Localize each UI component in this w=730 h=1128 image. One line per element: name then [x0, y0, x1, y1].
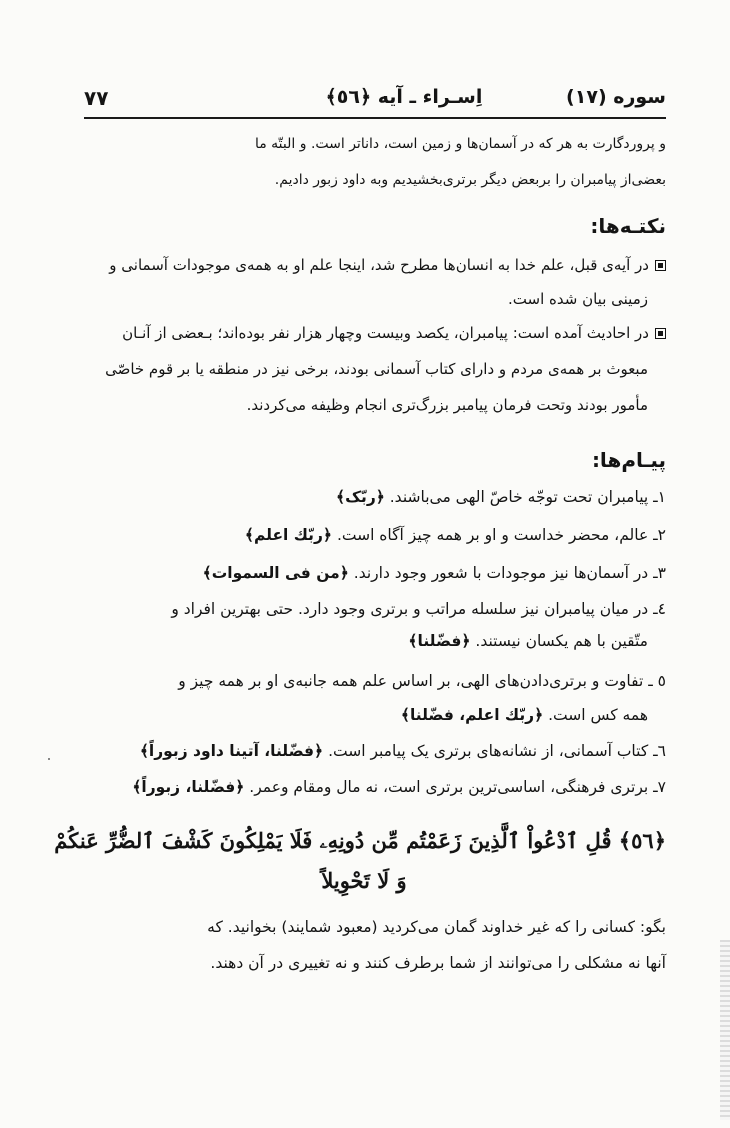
note-item [66, 324, 666, 342]
message-reference: ﴿من فى السموات﴾ [202, 564, 349, 582]
message-text: ٢ـ عالم، محضر خداست و او بر همه چیز آگاه است. [332, 526, 666, 544]
note-text: در آیه‌ی قبل، علم خدا به انسان‌ها مطرح شد، اینجا علم او به همه‌ی موجودات آسمانی و [109, 256, 649, 274]
message-text: ٤ـ در میان پیامبران نیز سلسله مراتب و برتری وجود دارد. حتی بهترین افراد و [171, 600, 666, 618]
message-item [66, 488, 666, 506]
message-text: ٥ ـ تفاوت و برتری‌دادن‌های الهی، بر اساس علم همه جانبه‌ی او بر همه چیز و [178, 672, 666, 690]
message-reference: ﴿فضّلنا، زبوراً﴾ [132, 778, 245, 796]
square-bullet-icon [655, 328, 666, 339]
speck [48, 758, 50, 760]
notes-heading: نکتـه‌ها: [590, 214, 666, 238]
message-reference: ﴿فضّلنا﴾ [408, 632, 471, 650]
message-item [66, 742, 666, 760]
message-reference: ﴿فضّلنا، آتینا داود زبوراً﴾ [139, 742, 324, 760]
verse-arabic-line: ﴿٥٦﴾ قُلِ ٱدْعُواْ ٱلَّذِينَ زَعَمْتُم مِّن دُونِهِۦ فَلَا يَمْلِكُونَ كَشْفَ ٱلضُّرِّ عَنكُمْ [54, 828, 666, 853]
translation-line: بگو: کسانی را که غیر خداوند گمان می‌کردید (معبود شمایند) بخوانید. که [207, 918, 666, 936]
message-reference: ﴿ربّک﴾ [336, 488, 385, 506]
message-text: ٦ـ کتاب آسمانی، از نشانه‌های برتری یک پیامبر است. [323, 742, 666, 760]
message-item [48, 706, 648, 724]
page-header [84, 82, 666, 116]
message-text: همه کس است. [543, 706, 648, 724]
page-number: ٧٧ [84, 86, 109, 110]
page-edge-shadow [720, 940, 730, 1120]
messages-heading: پیـام‌ها: [591, 448, 666, 472]
message-item [66, 564, 666, 582]
note-text: در احادیث آمده است: پیامبران، یکصد وبیست وچهار هزار نفر بوده‌اند؛ بـعضی از آنـان [122, 324, 649, 342]
message-text: ١ـ پیامبران تحت توجّه خاصّ الهی می‌باشند. [384, 488, 666, 506]
note-text: مبعوث بر همه‌ی مردم و دارای کتاب آسمانی بودند، برخی نیز در منطقه یا بر قوم خاصّی [105, 360, 648, 378]
intro-line: و پروردگارت به هر که در آسمان‌ها و زمین است، داناتر است. و البتّه ما [254, 136, 666, 152]
intro-line: بعضی‌از پیامبران را بر‌بعض دیگر برتری‌بخشیدیم و‌به داود زبور دادیم. [274, 172, 666, 188]
surah-label: سوره (١٧) [566, 86, 666, 108]
message-text: ٧ـ برتری فرهنگی، اساسی‌ترین برتری است، نه مال ومقام وعمر. [244, 778, 666, 796]
translation-line: آنها نه مشکلی را می‌توانند از شما برطرف کنند و نه تغییری در آن دهند. [210, 954, 666, 972]
message-reference: ﴿ربّك اعلم، فضّلنا﴾ [400, 706, 544, 724]
verse-reference: اِسـراء ـ آیه ﴿٥٦﴾ [325, 86, 483, 108]
message-text: ٣ـ در آسمان‌ها نیز موجودات با شعور وجود دارند. [348, 564, 666, 582]
message-item [66, 778, 666, 796]
message-reference: ﴿ربّك اعلم﴾ [244, 526, 333, 544]
message-item [66, 672, 666, 690]
header-rule [84, 117, 666, 119]
note-text: زمینی بیان شده است. [508, 290, 648, 308]
verse-arabic-line: وَ لَا تَحْوِيلاً [321, 868, 407, 893]
square-bullet-icon [655, 260, 666, 271]
note-item [66, 256, 666, 274]
message-item [66, 600, 666, 618]
note-text: مأمور بودند وتحت فرمان پیامبر بزرگ‌تری انجام وظیفه می‌کردند. [246, 396, 648, 414]
message-item [66, 526, 666, 544]
message-text: متّقین با هم یکسان نیستند. [470, 632, 648, 650]
message-item [48, 632, 648, 650]
